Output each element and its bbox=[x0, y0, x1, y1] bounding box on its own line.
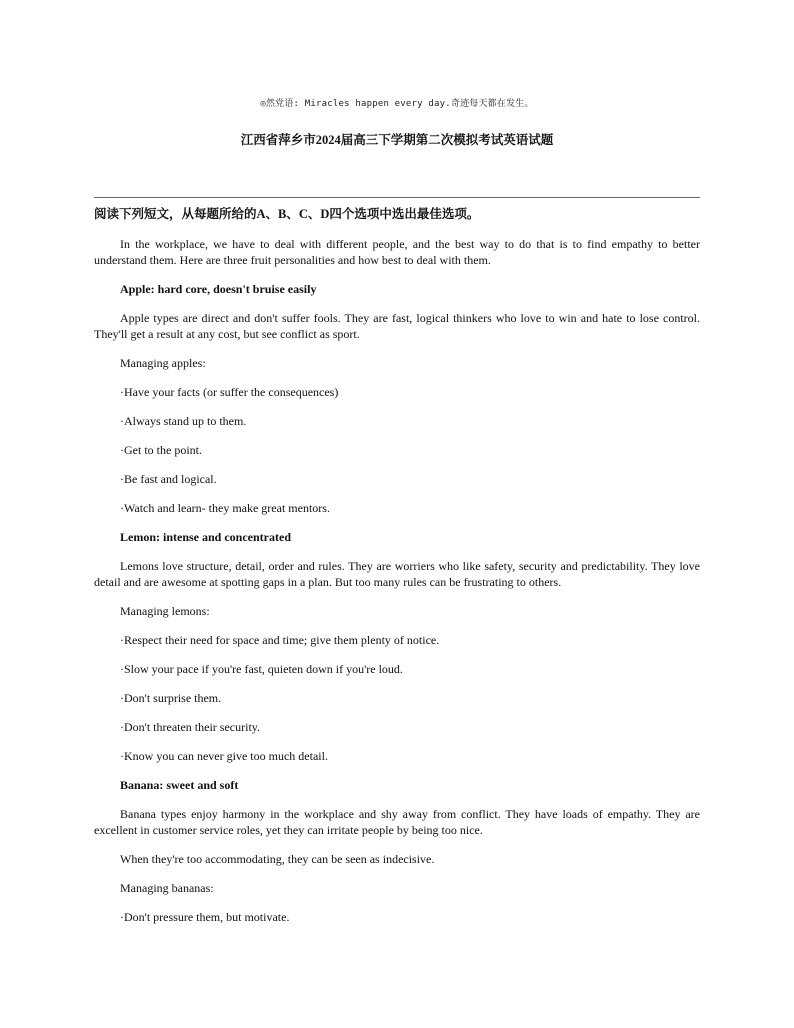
intro-paragraph: In the workplace, we have to deal with different people, and the best way to do that is to find empathy to better understand them. Here are three fruit personalities and how best to deal with them. bbox=[94, 237, 700, 267]
banana-tip: ·Don't pressure them, but motivate. bbox=[120, 910, 290, 924]
apple-tip: ·Always stand up to them. bbox=[120, 414, 247, 428]
header-motto: ◎然党语: Miracles happen every day.奇迹每天都在发生。 bbox=[260, 99, 534, 109]
passage-body bbox=[94, 236, 700, 925]
lemon-managing-label: Managing lemons: bbox=[120, 604, 210, 618]
instruction-text: 阅读下列短文，从每题所给的A、B、C、D四个选项中选出最佳选项。 bbox=[94, 207, 480, 221]
divider-line bbox=[94, 197, 700, 198]
banana-description: Banana types enjoy harmony in the workplace and shy away from conflict. They have loads of empathy. They are excellent in customer service roles, yet they can irritate people by being too nice. bbox=[94, 807, 700, 837]
banana-managing-label: Managing bananas: bbox=[120, 881, 214, 895]
apple-tip: ·Watch and learn- they make great mentors. bbox=[120, 501, 330, 515]
banana-note: When they're too accommodating, they can be seen as indecisive. bbox=[120, 852, 435, 866]
lemon-tip: ·Slow your pace if you're fast, quieten down if you're loud. bbox=[120, 662, 403, 676]
lemon-description: Lemons love structure, detail, order and rules. They are worriers who like safety, security and predictability. They love detail and are awesome at spotting gaps in a plan. But too many rules can be frustrating to others. bbox=[94, 559, 700, 589]
page-title: 江西省萍乡市2024届高三下学期第二次模拟考试英语试题 bbox=[240, 133, 554, 147]
apple-tip: ·Get to the point. bbox=[120, 443, 202, 457]
apple-description: Apple types are direct and don't suffer fools. They are fast, logical thinkers who love to win and hate to lose control. They'll get a result at any cost, but see conflict as sport. bbox=[94, 311, 700, 341]
apple-tip: ·Have your facts (or suffer the consequences) bbox=[120, 385, 339, 399]
lemon-tip: ·Don't threaten their security. bbox=[120, 720, 260, 734]
lemon-tip: ·Know you can never give too much detail. bbox=[120, 749, 328, 763]
banana-heading: Banana: sweet and soft bbox=[120, 778, 239, 792]
apple-heading: Apple: hard core, doesn't bruise easily bbox=[120, 282, 317, 296]
lemon-tip: ·Respect their need for space and time; give them plenty of notice. bbox=[120, 633, 440, 647]
lemon-tip: ·Don't surprise them. bbox=[120, 691, 222, 705]
apple-managing-label: Managing apples: bbox=[120, 356, 206, 370]
lemon-heading: Lemon: intense and concentrated bbox=[120, 530, 291, 544]
apple-tip: ·Be fast and logical. bbox=[120, 472, 217, 486]
